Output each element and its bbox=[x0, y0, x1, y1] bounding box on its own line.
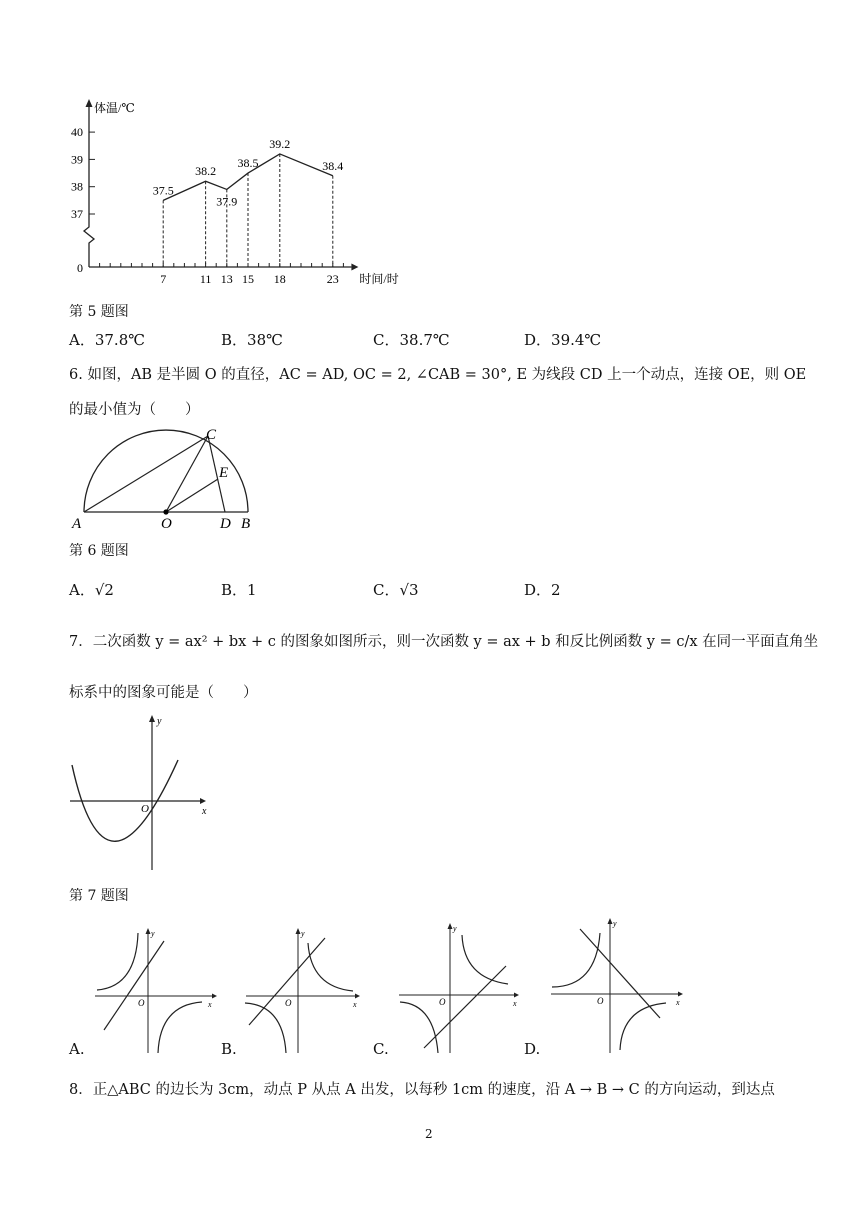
q8-question-line1: 8．正△ABC 的边长为 3cm，动点 P 从点 A 出发，以每秒 1cm 的速度，沿 A → B → C 的方向运动，到达点 bbox=[69, 1082, 775, 1098]
q7-option-b-graph bbox=[243, 925, 373, 1055]
x-tick-label: 18 bbox=[273, 272, 286, 286]
label-c: C bbox=[206, 427, 217, 443]
axis-label-origin: O bbox=[141, 803, 149, 815]
axis-label-y: y bbox=[157, 716, 162, 727]
label-d: D bbox=[220, 516, 231, 532]
q6-option-c: C．√3 bbox=[373, 581, 419, 599]
q6-caption: 第 6 题图 bbox=[69, 543, 129, 559]
chart-plot-area bbox=[71, 99, 399, 286]
y-tick-label: 39 bbox=[71, 152, 83, 167]
y-axis-arrow bbox=[149, 715, 155, 722]
y-tick-label: 40 bbox=[71, 125, 83, 140]
q6-option-b: B．1 bbox=[221, 581, 257, 599]
x-tick-label: 23 bbox=[326, 272, 339, 286]
hyperbola-branch-2 bbox=[158, 1002, 202, 1053]
svg-text:x: x bbox=[513, 999, 517, 1008]
q5-caption: 第 5 题图 bbox=[69, 304, 129, 320]
svg-text:y: y bbox=[453, 924, 457, 933]
x-tick-label: 11 bbox=[199, 272, 212, 286]
hyperbola-branch-2 bbox=[620, 1003, 666, 1050]
segment-oe bbox=[166, 479, 218, 512]
label-b: B bbox=[241, 516, 251, 532]
hyperbola-branch-1 bbox=[462, 935, 508, 984]
svg-text:O: O bbox=[597, 996, 604, 1006]
hyperbola-branch-1 bbox=[552, 933, 600, 987]
segment-oc bbox=[166, 436, 208, 512]
q7-question-line2: 标系中的图象可能是（ ） bbox=[69, 685, 258, 701]
q5-option-c: C．38.7℃ bbox=[373, 331, 450, 349]
q7-caption: 第 7 题图 bbox=[69, 888, 129, 904]
y-axis-arrow bbox=[86, 99, 93, 107]
svg-text:O: O bbox=[285, 998, 292, 1008]
y-tick-label: 38 bbox=[71, 179, 83, 194]
axis-label-x: x bbox=[202, 806, 207, 817]
segment-ac bbox=[84, 436, 208, 512]
svg-text:x: x bbox=[353, 1000, 357, 1009]
q7-option-a-graph bbox=[92, 925, 222, 1055]
temperature-line-chart bbox=[60, 95, 400, 295]
data-label: 38.5 bbox=[237, 156, 259, 171]
label-e: E bbox=[219, 465, 229, 481]
q6-option-a: A．√2 bbox=[69, 581, 114, 599]
q7-option-d: D. bbox=[524, 1040, 541, 1058]
hyperbola-branch-2 bbox=[400, 1002, 438, 1053]
hyperbola-branch-1 bbox=[97, 933, 138, 990]
linear-line bbox=[249, 938, 325, 1025]
svg-text:x: x bbox=[676, 998, 680, 1007]
data-label: 37.9 bbox=[216, 194, 238, 209]
hyperbola-branch-2 bbox=[245, 1003, 286, 1053]
q7-option-c: C. bbox=[373, 1040, 389, 1058]
data-label: 38.2 bbox=[195, 164, 217, 179]
x-axis-arrow bbox=[200, 798, 206, 804]
center-point-o bbox=[163, 509, 168, 514]
q7-question-line1: 7．二次函数 y = ax² + bx + c 的图象如图所示，则一次函数 y = ax + b 和反比例函数 y = c/x 在同一平面直角坐 bbox=[69, 634, 819, 650]
svg-text:O: O bbox=[439, 997, 446, 1007]
semicircle-diagram bbox=[68, 425, 268, 535]
x-axis-label: 时间/时 bbox=[359, 272, 399, 286]
q7-option-b: B. bbox=[221, 1040, 237, 1058]
svg-text:y: y bbox=[301, 929, 305, 938]
label-o: O bbox=[161, 516, 172, 532]
q5-option-a: A．37.8℃ bbox=[69, 331, 146, 349]
x-tick-label: 7 bbox=[160, 272, 167, 286]
label-a: A bbox=[72, 516, 82, 532]
q5-option-d: D．39.4℃ bbox=[524, 331, 602, 349]
x-tick-label: 15 bbox=[242, 272, 254, 286]
q5-option-b: B．38℃ bbox=[221, 331, 283, 349]
data-label: 37.5 bbox=[152, 183, 174, 198]
q7-option-d-graph bbox=[548, 915, 688, 1055]
data-label: 38.4 bbox=[322, 158, 344, 173]
y-axis-label: 体温/℃ bbox=[94, 101, 135, 115]
y-axis-with-break bbox=[84, 105, 94, 267]
svg-text:O: O bbox=[138, 998, 145, 1008]
linear-line bbox=[580, 929, 660, 1018]
x-axis-arrow bbox=[351, 264, 358, 271]
q7-option-a: A. bbox=[69, 1040, 85, 1058]
q6-question-line1: 6. 如图，AB 是半圆 O 的直径，AC = AD, OC = 2, ∠CAB = 30°, E 为线段 CD 上一个动点，连接 OE，则 OE bbox=[69, 367, 807, 383]
q7-option-c-graph bbox=[396, 920, 526, 1055]
y-tick-label: 37 bbox=[71, 207, 83, 221]
page-number: 2 bbox=[425, 1127, 433, 1141]
data-label: 39.2 bbox=[269, 136, 291, 151]
origin-label: 0 bbox=[77, 261, 83, 275]
linear-line bbox=[424, 966, 506, 1048]
svg-text:y: y bbox=[613, 919, 617, 928]
svg-text:x: x bbox=[208, 1000, 212, 1009]
q6-option-d: D．2 bbox=[524, 581, 561, 599]
x-tick-label: 13 bbox=[220, 272, 233, 286]
svg-text:y: y bbox=[151, 929, 155, 938]
parabola-graph bbox=[66, 710, 216, 875]
q6-question-line2: 的最小值为（ ） bbox=[69, 402, 200, 418]
